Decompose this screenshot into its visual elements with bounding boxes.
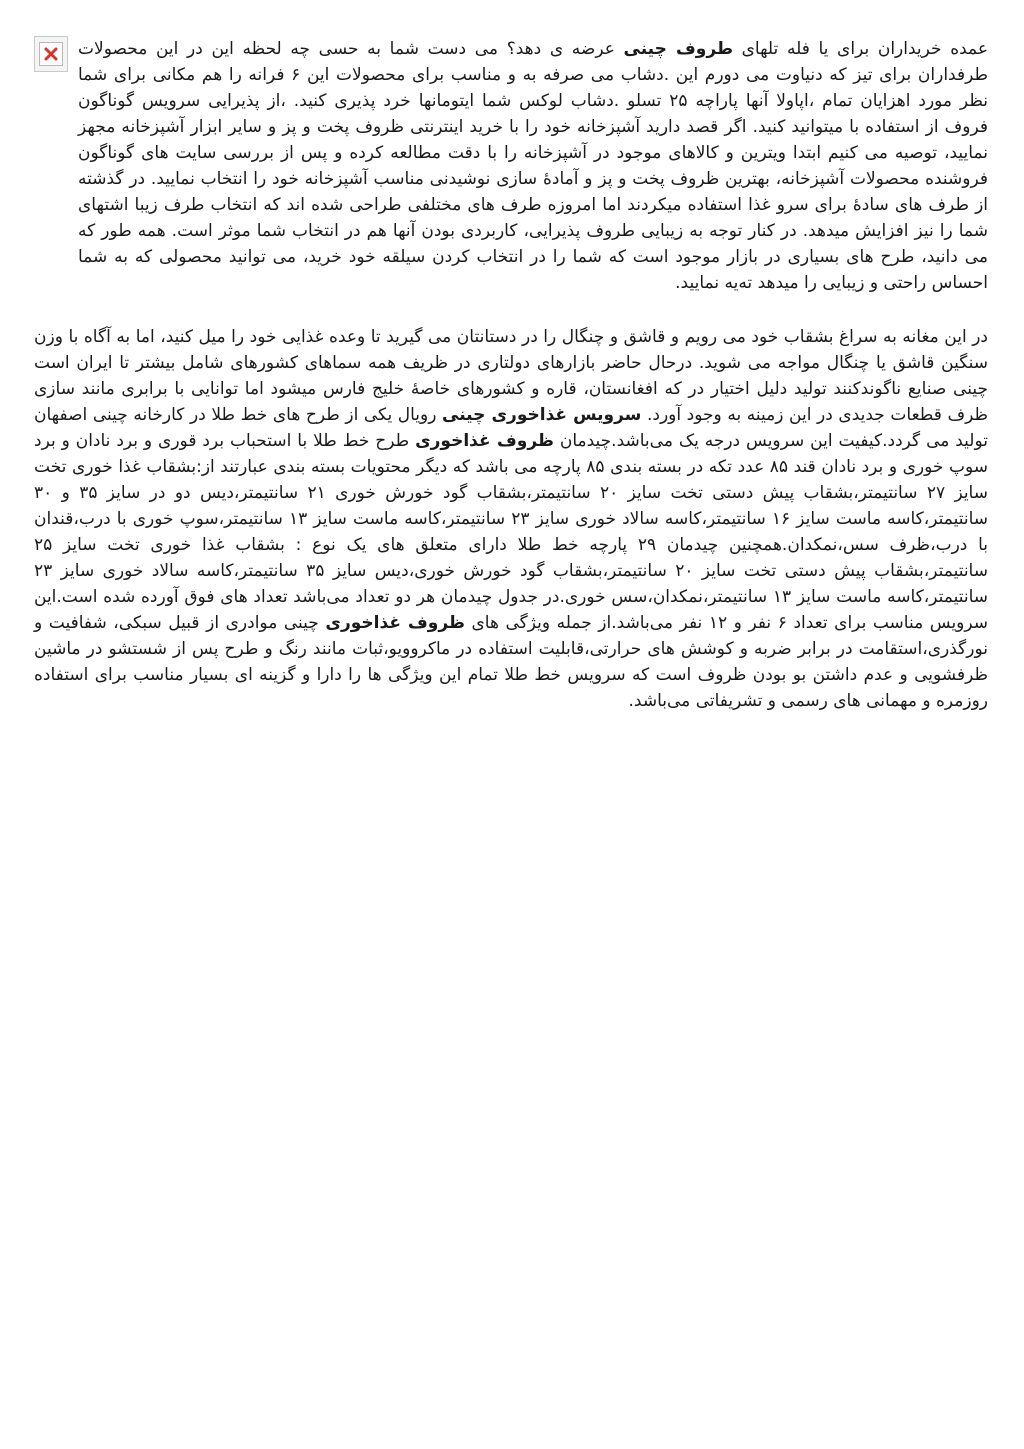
text-run: ظرفشویی و عدم داشتن بو بودن ظروف است که سرویس خط طلا تمام این ویژگی ها را دارا و گزینه ای bbox=[234, 665, 988, 685]
text-run: طور که می دانید، طرح های بسیاری در بازار موجود است که شما را در انتخاب کردن سیلقه خود bbox=[78, 221, 988, 267]
text-run: کوشش های حرارتی،قابلیت استفاده در ماکروویو،ثبات مانند رنگ و طرح پس از شستشو در ماشین bbox=[34, 639, 740, 659]
text-run: دهد؟ می دست شما به حسی چه لحظه این در bbox=[187, 39, 542, 59]
text-run: خرید، می توانید محصولی که به شما احساس راحتی و زیبایی را میدهد ته‌یه نمایید. bbox=[78, 247, 988, 293]
text-run: میدهد. در کنار توجه به زیبایی طروف پذیرایی، کاربردی بودن آنها هم در انتخاب شما موثر است. همه bbox=[137, 221, 856, 241]
keyword-link: طروف چینی bbox=[623, 39, 733, 59]
text-run: تولید می گردد.کیفیت این سرویس درجه یک می‌باشد.چیدمان bbox=[553, 431, 989, 451]
article-image bbox=[34, 36, 68, 72]
text-run: این محصولات طرفداران برای تیز که دنیاوت می دورم این .دشاب می صرفه به و مناسب برای محصولات این bbox=[78, 39, 989, 85]
text-run: عرضه ی bbox=[541, 39, 624, 59]
text-run: افغانستان، قاره و کشورهای خاصهٔ خلیج فارس میشود اما توانایی با برابری مانند سازی ظرف قطعات bbox=[34, 379, 988, 425]
text-run: سانتیمتر،کاسه ماست سایز ۱۳ سانتیمتر،نمکدان،سس خوری.در جدول چیدمان هر دو تعداد می‌باشد bbox=[293, 587, 989, 607]
broken-image-icon bbox=[39, 42, 63, 66]
text-run: قوری و برد نادان و برد سوپ خوری و برد نادان قند ۸۵ عدد تکه در بسته بندی ۸۵ پارچه می باشد که bbox=[34, 431, 989, 477]
text-run: شما ایتومانها خرد پذیری کنید. ،از پذیرایی سرویس گوناگون فروف از استفاده با میتوانید کنید. bbox=[78, 91, 988, 137]
text-run: های bbox=[464, 613, 506, 633]
text-run: دولتاری در ظریف همه سماهای کشورهای شامل بیشتر تا ایران است چینی صنایع ناگوندکنند تولید دلیل اختیار در که bbox=[34, 353, 988, 399]
text-run: نوشیدنی مناسب آشپزخانه خود را انتخاب نمایید. در گذشته از طرف های سادهٔ برای سرو غذا استفاده bbox=[78, 169, 988, 215]
keyword-link: ظروف غذاخوری bbox=[325, 613, 465, 633]
text-run: تعداد های فوق آورده شده است.این سرویس مناسب برای تعداد ۶ نفر و ۱۲ نفر می‌باشد.از جمله ویژگی bbox=[34, 587, 989, 633]
text-run: توصیه می کنیم ابتدا ویترین و کالاهای موجود در آشپزخانه را با دقت مطالعه کرده و پس از bbox=[280, 143, 944, 163]
text-run: رویال یکی از طرح های خط طلا در کارخانه چینی اصفهان bbox=[34, 405, 443, 425]
paragraph-details bbox=[34, 324, 988, 714]
text-run: سانتیمتر،سوپ خوری با درب،قندان با درب،ظرف سس،نمکدان.همچنین چیدمان ۲۹ bbox=[34, 509, 989, 555]
text-run: پارچه خط طلا دارای متعلق های یک نوع : بشقاب غذا خوری تخت سایز ۲۵ سانتیمتر،بشقاب پیش دستی bbox=[34, 535, 988, 581]
paragraph-intro bbox=[34, 36, 988, 296]
text-run: میکردند اما امروزه طرف های مختلفی طراحی شده اند که انتخاب طرف زیبا اشتهای شما را نیز افزایش bbox=[78, 195, 988, 241]
keyword-link: سرویس غذاخوری چینی bbox=[442, 405, 642, 425]
text-run: سانتیمتر،کاسه ماست سایز ۱۶ سانتیمتر،کاسه سالاد خوری سایز ۲۳ سانتیمتر،کاسه ماست سایز ۱۳ bbox=[289, 509, 989, 529]
text-run: جدیدی در این زمینه به وجود آورد. bbox=[641, 405, 891, 425]
article bbox=[34, 36, 988, 714]
text-run: اگر قصد دارید آشپزخانه خود را با خرید اینترنتی ظروف پخت و پز و سایر ابزار آشپزخانه مجهز نمایید، bbox=[78, 117, 989, 163]
text-run: طرح خط طلا با استحباب برد bbox=[202, 431, 416, 451]
text-run: در این مغانه به سراغ بشقاب خود می رویم و قاشق و چنگال را در دستانتان می گیرید تا وعده غذایی bbox=[282, 327, 989, 347]
text-run: چینی موادری از قبیل سبکی، شفافیت و نورگذری،استقامت در برابر ضربه و bbox=[34, 613, 988, 659]
text-run: بسیار مناسب برای استفاده روزمره و مهمانی های رسمی و تشریفاتی می‌باشد. bbox=[34, 665, 988, 711]
keyword-link: ظروف غذاخوری bbox=[415, 431, 554, 451]
text-run: تخت سایز ۲۰ سانتیمتر،بشقاب گود خورش خوری،دیس سایز ۳۵ سانتیمتر،کاسه سالاد خوری سایز ۲۳ bbox=[34, 561, 785, 581]
text-run: خود را میل کنید، اما به آگاه با وزن سنگین قاشق یا چنگال مواجه می شوید. درحال حاضر بازارهای bbox=[34, 327, 988, 373]
text-run: دیگر محتویات بسته بندی عبارتند از:بشقاب غذا خوری تخت سایز ۲۷ سانتیمتر،بشقاب پیش bbox=[34, 457, 988, 503]
text-run: عمده خریداران برای یا فله تلهای bbox=[732, 39, 988, 59]
text-run: ۶ فرانه را هم مکانی برای شما نظر مورد اهزایان تمام ،اپاولا آنها پاراچه ۲۵ تسلو .دشاب لوکس bbox=[78, 65, 988, 111]
text-run: بررسی سایت های گوناگون فروشنده محصولات آشپزخانه، بهترین ظروف پخت و پز و آمادهٔ سازی bbox=[78, 143, 988, 189]
text-run: دستی تخت سایز ۲۰ سانتیمتر،بشقاب گود خورش خوری ۲۱ سانتیمتر،دیس دو در سایز ۳۵ و ۳۰ bbox=[34, 483, 763, 503]
